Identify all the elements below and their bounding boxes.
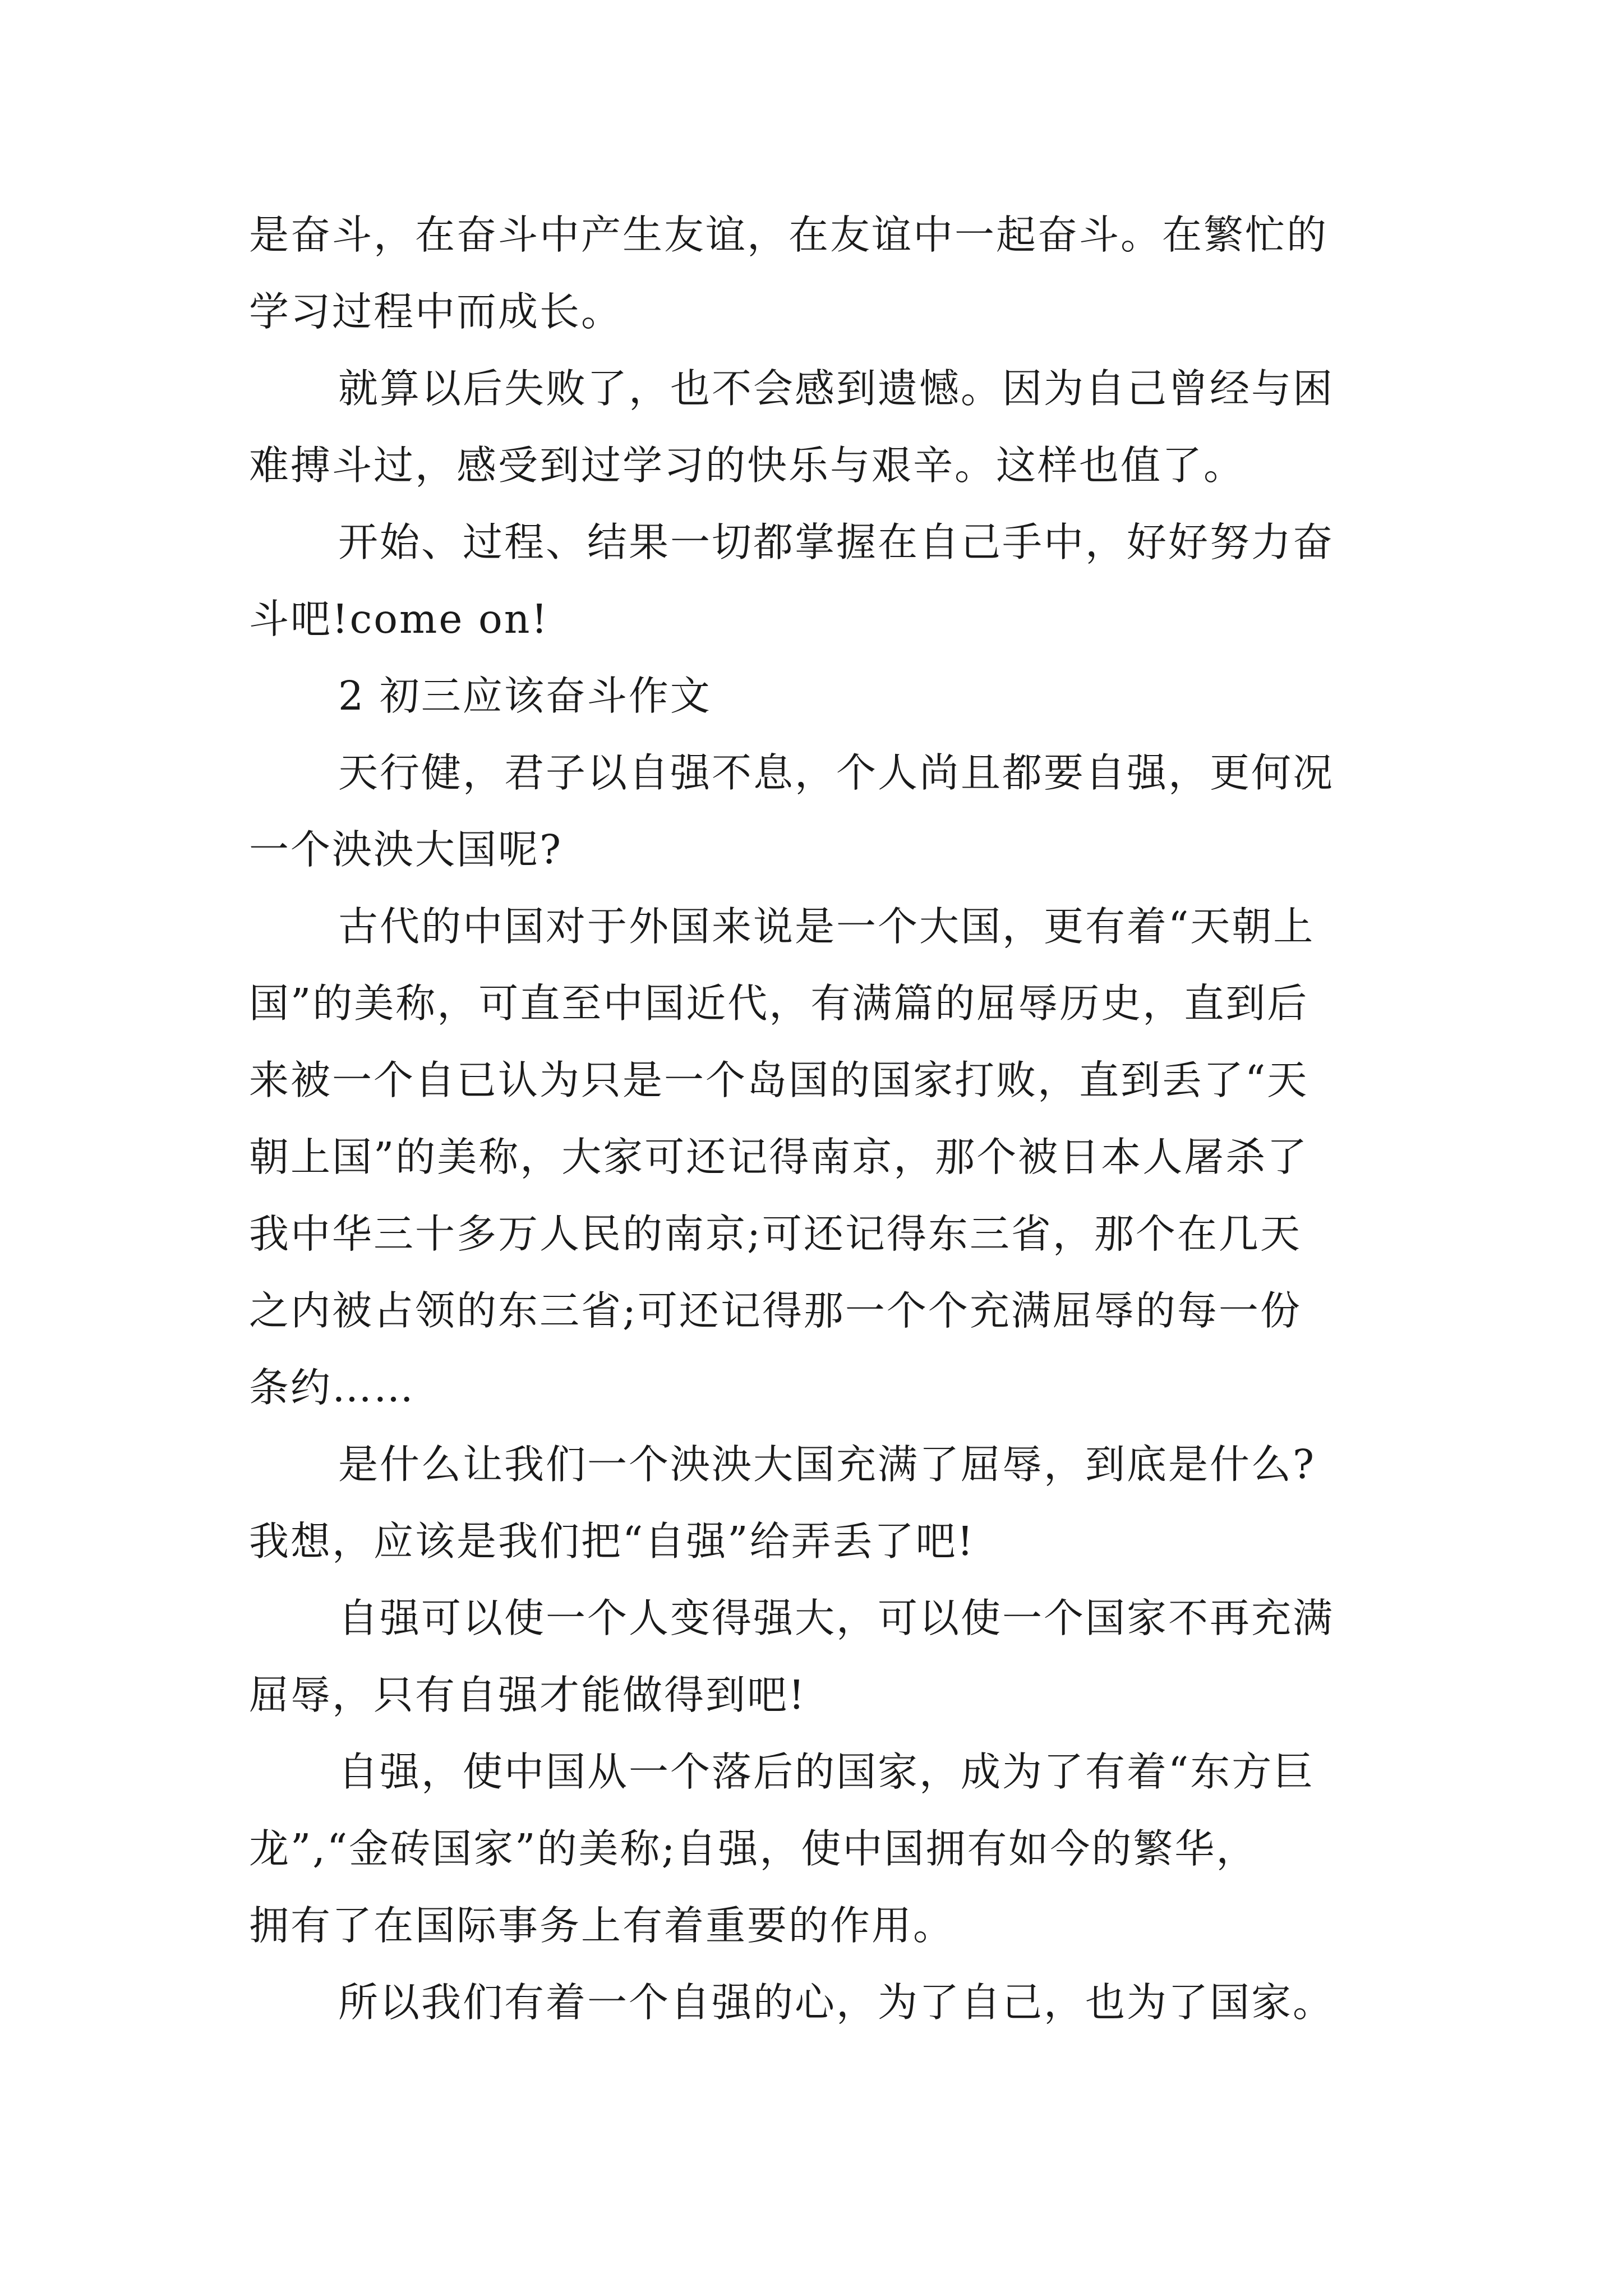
text-line: 屈辱，只有自强才能做得到吧! bbox=[249, 1672, 806, 1718]
text-line: 天行健，君子以自强不息，个人尚且都要自强，更何况 bbox=[338, 749, 1335, 796]
text-line: 开始、过程、结果一切都掌握在自己手中，好好努力奋 bbox=[338, 519, 1335, 565]
text-line: 学习过程中而成长。 bbox=[249, 288, 623, 335]
text-line: 是什么让我们一个泱泱大国充满了屈辱，到底是什么? bbox=[338, 1441, 1316, 1488]
text-line: 我想，应该是我们把“自强”给弄丢了吧! bbox=[249, 1518, 975, 1565]
text-line: 斗吧!come on! bbox=[249, 596, 549, 642]
section-heading: 2 初三应该奋斗作文 bbox=[338, 673, 712, 719]
text-line: 之内被占领的东三省;可还记得那一个个充满屈辱的每一份 bbox=[249, 1287, 1302, 1334]
text-line: 一个泱泱大国呢? bbox=[249, 826, 563, 873]
text-line: 所以我们有着一个自强的心，为了自己，也为了国家。 bbox=[338, 1979, 1335, 2026]
text-line: 朝上国”的美称，大家可还记得南京，那个被日本人屠杀了 bbox=[249, 1134, 1309, 1180]
text-line: 古代的中国对于外国来说是一个大国，更有着“天朝上 bbox=[338, 903, 1315, 950]
text-line: 就算以后失败了，也不会感到遗憾。因为自己曾经与困 bbox=[338, 365, 1335, 412]
text-line: 来被一个自已认为只是一个岛国的国家打败，直到丢了“天 bbox=[249, 1057, 1309, 1103]
text-line: 自强，使中国从一个落后的国家，成为了有着“东方巨 bbox=[338, 1749, 1315, 1795]
text-line: 是奋斗，在奋斗中产生友谊，在友谊中一起奋斗。在繁忙的 bbox=[249, 211, 1329, 258]
text-line: 国”的美称，可直至中国近代，有满篇的屈辱历史，直到后 bbox=[249, 980, 1309, 1027]
text-line: 拥有了在国际事务上有着重要的作用。 bbox=[249, 1902, 955, 1949]
text-line: 龙”,“金砖国家”的美称;自强，使中国拥有如今的繁华， bbox=[249, 1825, 1258, 1872]
text-line: 我中华三十多万人民的南京;可还记得东三省，那个在几天 bbox=[249, 1211, 1302, 1257]
text-line: 条约…… bbox=[249, 1364, 416, 1411]
text-line: 自强可以使一个人变得强大，可以使一个国家不再充满 bbox=[338, 1595, 1335, 1641]
text-line: 难搏斗过，感受到过学习的快乐与艰辛。这样也值了。 bbox=[249, 442, 1246, 489]
